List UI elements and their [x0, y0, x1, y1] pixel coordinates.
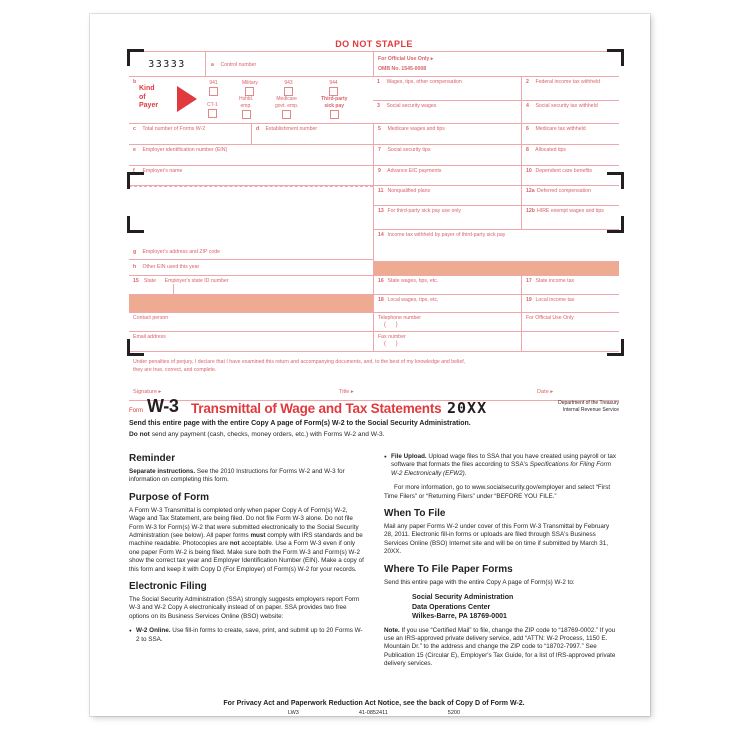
- w3-title-block: [129, 397, 619, 438]
- box-h-other-ein[interactable]: h Other EIN used this year: [133, 264, 200, 270]
- email-address-field[interactable]: Email address: [133, 334, 166, 340]
- box-12b[interactable]: 12b HIRE exempt wages and tips: [521, 206, 619, 229]
- form-row-control: [129, 52, 619, 77]
- form-row-contact: [129, 313, 619, 332]
- corner-bracket-mid-right-top: [607, 172, 624, 189]
- perjury-statement: Under penalties of perjury, I declare that I have examined this return and accompanying documents, and, to the best of my knowledge and belief, they are true, correct, and complete.: [133, 359, 466, 373]
- do-not-send-payment: Do not send any payment (cash, checks, money orders, etc.) with Forms W-2 and W-3.: [129, 431, 385, 438]
- footer-codes: [129, 710, 619, 716]
- form-row-kind-of-payer: [129, 77, 619, 124]
- purpose-paragraph: A Form W-3 Transmittal is completed only when paper Copy A of Form(s) W-2, Wage and Tax Statement, are being filed. Do not file Form W-3 alone. Do not file Form W-3 for Form(s) W-2 that were submitted electronically to the Social Security Administration (see below). All paper forms must comply with IRS standards and be machine readable. Photocopies are not acceptable. Use a Form W-3 even if only one paper Form W-2 is being filed. Make sure both the Form W-3 and Form(s) W-2 show the correct tax year and Employer Identification Number (EIN). Make a copy of this form and keep it with Copy D (For Employer) of Form(s) W-2 for your records.: [129, 506, 364, 573]
- kind-of-payer-cell: [129, 77, 373, 123]
- official-use-cell: [373, 52, 619, 76]
- box-5[interactable]: 5 Medicare wages and tips: [373, 124, 521, 144]
- bullet-w2-online: ● W-2 Online. Use fill-in forms to create, save, print, and submit up to 20 Forms W-2 to SSA.: [129, 627, 364, 644]
- box-8[interactable]: 8 Allocated tips: [521, 145, 619, 165]
- checkbox-household-emp[interactable]: Hshld. emp.: [239, 96, 253, 119]
- checkbox-943[interactable]: 943: [284, 80, 293, 96]
- tax-year: 20XX: [447, 399, 488, 417]
- corner-bracket-top-right: [607, 49, 624, 66]
- box-13[interactable]: 13 For third-party sick pay use only: [373, 206, 521, 229]
- reminder-heading: Reminder: [129, 453, 176, 464]
- box-letter-b: b: [133, 79, 137, 85]
- form-row-c-d: [129, 124, 619, 145]
- box-letter-a: a: [211, 62, 214, 68]
- contact-person-field[interactable]: Contact person: [133, 315, 169, 321]
- box-6[interactable]: 6 Medicare tax withheld: [521, 124, 619, 144]
- page-footer: [129, 700, 619, 716]
- telephone-parens: ( ): [384, 322, 402, 328]
- telephone-number-field[interactable]: Telephone number ( ): [373, 313, 521, 331]
- privacy-act-notice: For Privacy Act and Paperwork Reduction Act Notice, see the back of Copy D of Form W-2.: [223, 700, 525, 707]
- checkbox-941[interactable]: 941: [209, 80, 218, 96]
- shaded-block-2: [129, 295, 373, 312]
- more-information-paragraph: For more information, go to www.socialsecurity.gov/employer and select “First Time Filers” or “Returning Filers” under “BEFORE YOU FILE.”: [384, 484, 611, 500]
- form-row-employer-address: [129, 186, 619, 262]
- bullet-file-upload: ● File Upload. Upload wage files to SSA that you have created using payroll or tax software that formats the files according to SSA's Specifications for Filing Form W-2 Electronically (EFW2).: [384, 453, 619, 478]
- corner-bracket-mid-left-bottom: [127, 216, 144, 233]
- box-16[interactable]: 16 State wages, tips, etc.: [373, 276, 521, 294]
- boxes-1-4-stack: [373, 77, 619, 123]
- box-11[interactable]: 11 Nonqualified plans: [373, 186, 521, 205]
- form-title: Transmittal of Wage and Tax Statements: [191, 400, 442, 416]
- form-row-f: [129, 166, 619, 186]
- form-word: Form: [129, 408, 143, 414]
- box-14[interactable]: 14 Income tax withheld by payer of third-party sick pay: [373, 230, 619, 261]
- box-c-total-forms[interactable]: c Total number of Forms W-2: [133, 126, 206, 132]
- arrow-icon: [177, 86, 197, 112]
- fax-parens: ( ): [384, 341, 402, 347]
- date-label[interactable]: Date ▸: [537, 389, 554, 395]
- checkbox-military[interactable]: Military: [242, 80, 258, 96]
- do-not-staple-notice: DO NOT STAPLE: [335, 39, 413, 49]
- control-number-label: a Control number: [211, 62, 257, 68]
- box-2[interactable]: 2 Federal income tax withheld: [521, 77, 619, 100]
- title-label[interactable]: Title ▸: [339, 389, 354, 395]
- instructions-columns: [129, 446, 619, 675]
- instructions-left-column: [129, 446, 364, 675]
- form-boxes: [129, 51, 619, 352]
- corner-bracket-mid-left-top: [127, 172, 144, 189]
- omb-number: OMB No. 1545-0008: [378, 66, 427, 72]
- box-f-employer-name[interactable]: f Employer's name: [133, 168, 183, 174]
- control-number-cell[interactable]: [129, 52, 373, 76]
- kind-of-payer-title: Kind of Payer: [139, 85, 159, 109]
- form-row-18: [129, 295, 619, 313]
- checkbox-ct1[interactable]: CT-1: [207, 102, 218, 118]
- fax-number-field[interactable]: Fax number ( ): [373, 332, 521, 351]
- corner-bracket-bottom-left: [127, 339, 144, 356]
- footer-code-2: 41-0852411: [358, 710, 388, 716]
- box-10[interactable]: 10 Dependent care benefits: [521, 166, 619, 185]
- note-paragraph: Note. If you use “Certified Mail” to file, change the ZIP code to “18769-0002.” If you use an IRS-approved private delivery service, add “ATTN: W-2 Process, 1150 E. Mountain Dr.” to the address and change the ZIP code to “18702-7997.” See Publication 15 (Circular E), Employer's Tax Guide, for a list of IRS-approved private delivery services.: [384, 626, 616, 668]
- box-12a[interactable]: 12a Deferred compensation: [521, 186, 619, 205]
- checkbox-medicare-govt-emp[interactable]: Medicare govt. emp.: [275, 96, 298, 119]
- send-instruction: Send this entire page with the entire Copy A page of Form(s) W-2 to the Social Security Administration.: [129, 420, 471, 427]
- separate-instructions-paragraph: Separate instructions. See the 2010 Instructions for Forms W-2 and W-3 for information on completing this form.: [129, 468, 345, 484]
- ssa-mailing-address: Social Security Administration Data Operations Center Wilkes-Barre, PA 18769-0001: [412, 594, 514, 621]
- form-row-h: [129, 262, 619, 276]
- form-row-e: [129, 145, 619, 166]
- shaded-block-1: [373, 262, 619, 275]
- form-row-email: [129, 332, 619, 352]
- box-7[interactable]: 7 Social security tips: [373, 145, 521, 165]
- electronic-filing-paragraph: The Social Security Administration (SSA) strongly suggests employers report Form W-3 and W-2 Copy A electronically instead of on paper. SSA provides two free options on its Business Services Online (BSO) website:: [129, 596, 360, 620]
- box-4[interactable]: 4 Social security tax withheld: [521, 101, 619, 123]
- department-label: Department of the Treasury Internal Revenue Service: [558, 400, 619, 413]
- purpose-heading: Purpose of Form: [129, 491, 210, 503]
- control-number-value: 33333: [148, 58, 186, 70]
- for-official-use-only-field: For Official Use Only: [521, 313, 619, 331]
- corner-bracket-mid-right-bottom: [607, 216, 624, 233]
- signature-label[interactable]: Signature ▸: [133, 389, 162, 395]
- footer-code-3: 5200: [447, 710, 461, 716]
- electronic-filing-heading: Electronic Filing: [129, 581, 207, 593]
- box-1[interactable]: 1 Wages, tips, other compensation: [377, 79, 462, 85]
- where-to-file-heading: Where To File Paper Forms: [384, 563, 513, 575]
- form-page: [90, 14, 650, 716]
- boxes-11-14-stack: [373, 186, 619, 262]
- official-use-label: For Official Use Only ▸: [378, 56, 434, 62]
- when-to-file-paragraph: Mail any paper Forms W-2 under cover of this Form W-3 Transmittal by February 28, 2011. Electronic fill-in forms or uploads are filed through SSA's Business Services Online (BSO) Internet site and will be on time if submitted by March 31, 20XX.: [384, 523, 610, 556]
- instructions-right-column: [384, 446, 619, 675]
- box-17[interactable]: 17 State income tax: [521, 276, 619, 294]
- where-to-file-paragraph: Send this entire page with the entire Copy A page of Form(s) W-2 to:: [384, 578, 575, 586]
- box-18[interactable]: 18 Local wages, tips, etc.: [373, 295, 521, 312]
- box-19[interactable]: 19 Local income tax: [521, 295, 619, 312]
- checkbox-944[interactable]: 944: [329, 80, 338, 96]
- corner-bracket-bottom-right: [607, 339, 624, 356]
- footer-code-1: LW3: [287, 710, 299, 716]
- corner-bracket-top-left: [127, 49, 144, 66]
- box-9[interactable]: 9 Advance EIC payments: [373, 166, 521, 185]
- when-to-file-heading: When To File: [384, 508, 446, 520]
- box-g-employer-address[interactable]: g Employer's address and ZIP code: [129, 186, 373, 260]
- box-d-establishment[interactable]: d Establishment number: [251, 124, 373, 144]
- form-number: W-3: [147, 396, 179, 416]
- box-3[interactable]: 3 Social security wages: [377, 103, 437, 109]
- checkbox-third-party-sick-pay[interactable]: Third-party sick pay: [321, 96, 347, 119]
- form-row-15: [129, 276, 619, 295]
- box-15-state[interactable]: 15 State Employer's state ID number: [129, 276, 373, 294]
- box-e-ein[interactable]: e Employer identification number (EIN): [133, 147, 228, 153]
- official-use-blank: [521, 332, 619, 351]
